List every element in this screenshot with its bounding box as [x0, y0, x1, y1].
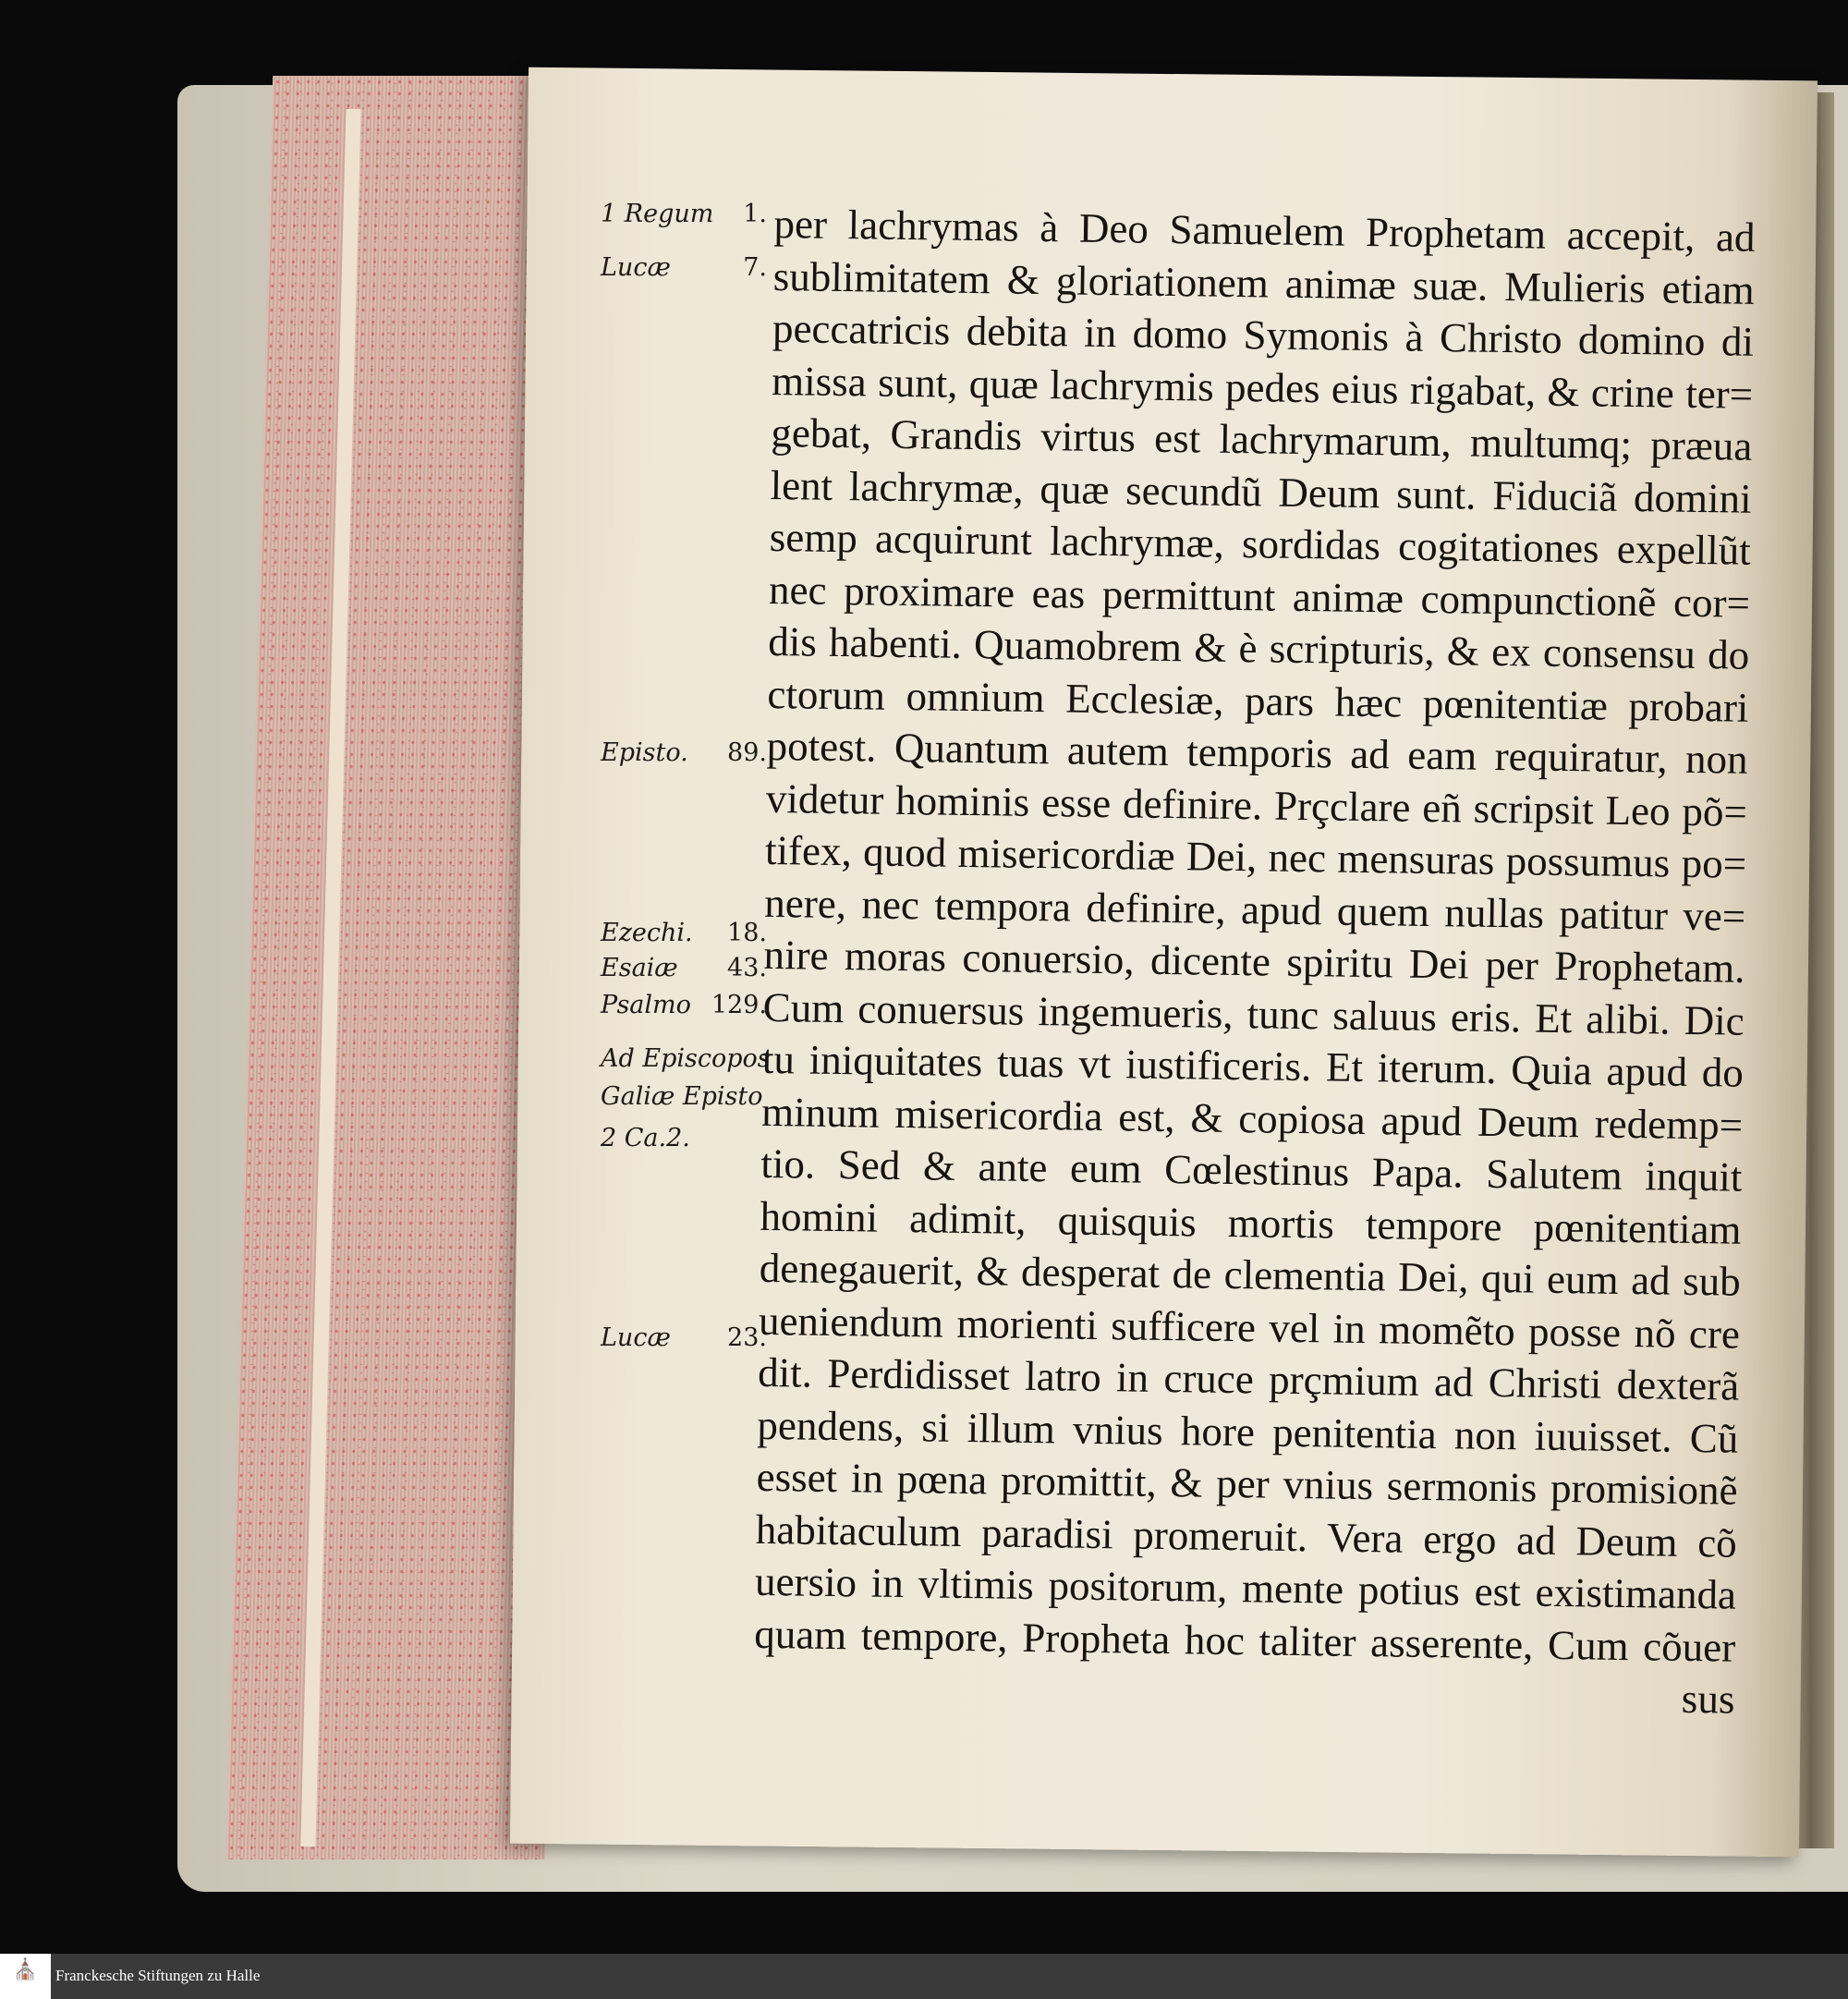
margin-note-book: Episto.: [601, 738, 688, 767]
margin-note-book: Psalmo: [601, 991, 691, 1019]
margin-note-book: Lucæ: [601, 1323, 671, 1352]
text-line: gebat, Grandis virtus est lachrymarum, multumq; præua: [771, 408, 1753, 469]
text-line: videtur hominis esse definire. Prçclare eñ scripsit Leo põ=: [765, 774, 1748, 835]
catchword: sus: [1681, 1675, 1735, 1723]
text-line: habitaculum paradisi promeruit. Vera ergo ad Deum cõ: [755, 1505, 1738, 1566]
margin-note: [601, 1082, 767, 1112]
text-line: semp acquirunt lachrymæ, sordidas cogitationes expellũt: [769, 513, 1752, 574]
margin-note-book: Galiæ Episto: [601, 1082, 763, 1111]
margin-note-ref: 18.: [727, 919, 767, 947]
text-line: ueniendum morienti sufficere vel in momẽto posse nõ cre: [758, 1297, 1741, 1358]
margin-note: [601, 1124, 767, 1153]
text-line: tio. Sed & ante eum Cœlestinus Papa. Salutem inquit: [760, 1140, 1743, 1201]
margin-note-ref: 43.: [727, 954, 767, 982]
text-line: per lachrymas à Deo Samuelem Prophetam accepit, ad: [773, 200, 1756, 261]
text-line: denegauerit, & desperat de clementia Dei, qui eum ad sub: [759, 1244, 1742, 1305]
margin-note-book: 1 Regum: [601, 200, 714, 228]
margin-note-ref: 1.: [743, 200, 767, 228]
margin-note-book: Ad Episcopos: [601, 1044, 771, 1073]
franckesche-logo-icon: ⛪: [0, 1954, 51, 1999]
margin-note: [601, 991, 767, 1020]
text-line: sublimitatem & gloriationem animæ suæ. Mulieris etiam: [772, 252, 1756, 313]
text-line: peccatricis debita in domo Symonis à Christo domino di: [772, 304, 1755, 365]
margin-note-book: Ezechi.: [601, 919, 693, 947]
margin-note: [601, 919, 767, 948]
text-line: uersio in vltimis positorum, mente potius est existimanda: [754, 1557, 1737, 1618]
margin-note: [601, 738, 767, 768]
text-line: dis habenti. Quamobrem & è scripturis, & ex consensu do: [767, 617, 1750, 678]
text-line: missa sunt, quæ lachrymis pedes eius rigabat, & crine ter=: [771, 357, 1754, 418]
text-line: pendens, si illum vnius hore penitentia non iuuisset. Cũ: [757, 1401, 1739, 1462]
margin-notes: [601, 200, 771, 1586]
margin-note: [601, 200, 767, 229]
text-line: homini adimit, quisquis mortis tempore pœnitentiam: [760, 1192, 1742, 1253]
text-line: quam tempore, Propheta hoc taliter asserente, Cum cõuer: [753, 1610, 1736, 1671]
margin-note-book: Lucæ: [601, 253, 671, 282]
text-line: nere, nec tempora definire, apud quem nullas patitur ve=: [764, 879, 1746, 940]
body-text: [753, 198, 1756, 1725]
margin-note-ref: 129.: [711, 991, 767, 1019]
margin-note: [601, 1323, 767, 1353]
text-line: tu iniquitates tuas vt iustificeris. Et iterum. Quia apud do: [761, 1035, 1745, 1096]
text-line: Cum conuersus ingemueris, tunc saluus eris. Et alibi. Dic: [762, 983, 1745, 1044]
margin-note-ref: 7.: [743, 253, 767, 282]
text-line: esset in pœna promittit, & per vnius sermonis promisionẽ: [756, 1453, 1738, 1514]
text-line: nec proximare eas permittunt animæ compunctionẽ cor=: [768, 566, 1751, 627]
text-line: lent lachrymæ, quæ secundũ Deum sunt. Fiduciã domini: [770, 461, 1752, 522]
text-line: tifex, quod misericordiæ Dei, nec mensuras possumus po=: [764, 826, 1747, 887]
text-line: ctorum omnium Ecclesiæ, pars hæc pœnitentiæ probari: [767, 670, 1749, 731]
margin-note: [601, 1044, 771, 1074]
margin-note-ref: 23.: [727, 1323, 767, 1352]
margin-note-ref: 89.: [727, 738, 767, 767]
margin-note: [601, 253, 767, 283]
text-line: dit. Perdidisset latro in cruce prçmium ad Christi dexterã: [757, 1348, 1740, 1409]
margin-note: [601, 954, 767, 983]
footer-bar: [0, 1954, 1848, 1999]
text-line: minum misericordia est, & copiosa apud Deum redemp=: [760, 1088, 1744, 1149]
text-line: nire moras conuersio, dicente spiritu Dei per Prophetam.: [763, 931, 1745, 992]
margin-note-book: Esaiæ: [601, 954, 678, 982]
margin-note-book: 2 Ca.2.: [601, 1124, 690, 1152]
text-line: potest. Quantum autem temporis ad eam requiratur, non: [766, 722, 1748, 783]
footer-institution: Franckesche Stiftungen zu Halle: [55, 1967, 261, 1984]
